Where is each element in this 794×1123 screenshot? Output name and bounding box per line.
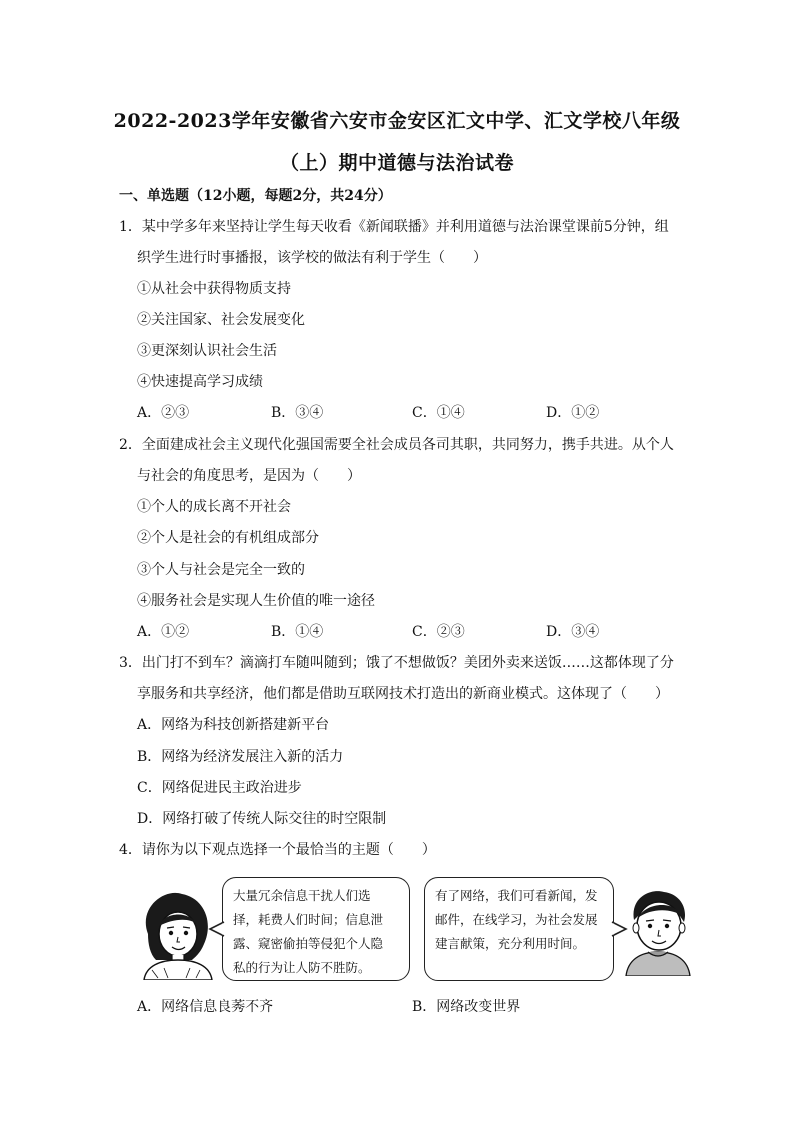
bubble-right-line1: 有了网络，我们可看新闻，发 bbox=[435, 888, 598, 903]
q3-option-a[interactable]: A．网络为科技创新搭建新平台 bbox=[137, 717, 330, 733]
boy-illustration bbox=[620, 886, 696, 976]
speech-bubble-left bbox=[222, 877, 410, 981]
paper-title-line1: 2022-2023学年安徽省六安市金安区汇文中学、汇文学校八年级 bbox=[113, 110, 681, 132]
girl-illustration bbox=[134, 888, 218, 980]
q2-item-1: ①个人的成长离不开社会 bbox=[137, 499, 291, 515]
bubble-left-line2: 择，耗费人们时间；信息泄 bbox=[233, 912, 384, 927]
q2-item-3: ③个人与社会是完全一致的 bbox=[137, 562, 305, 578]
bubble-left-line3: 露、窥密偷拍等侵犯个人隐 bbox=[233, 936, 384, 951]
q1-item-2: ②关注国家、社会发展变化 bbox=[137, 312, 305, 328]
bubble-left-line4: 私的行为让人防不胜防。 bbox=[233, 960, 371, 975]
q3-option-c[interactable]: C．网络促进民主政治进步 bbox=[137, 780, 302, 796]
bubble-right-line3: 建言献策，充分利用时间。 bbox=[435, 936, 586, 951]
q2-item-2: ②个人是社会的有机组成部分 bbox=[137, 530, 319, 546]
speech-bubble-right bbox=[424, 877, 614, 981]
q1-option-c[interactable]: C．①④ bbox=[412, 405, 465, 421]
q1-item-3: ③更深刻认识社会生活 bbox=[137, 343, 277, 359]
q1-option-b[interactable]: B．③④ bbox=[271, 405, 324, 421]
q4-option-a[interactable]: A．网络信息良莠不齐 bbox=[137, 999, 274, 1015]
bubble-right-line2: 邮件，在线学习，为社会发展 bbox=[435, 912, 598, 927]
q1-item-1: ①从社会中获得物质支持 bbox=[137, 281, 291, 297]
q2-option-b[interactable]: B．①④ bbox=[271, 624, 324, 640]
section-heading: 一、单选题（12小题，每题2分，共24分） bbox=[119, 188, 392, 204]
q1-option-d[interactable]: D．①② bbox=[546, 405, 600, 421]
q2-option-a[interactable]: A．①② bbox=[137, 624, 190, 640]
q1-option-a[interactable]: A．②③ bbox=[137, 405, 190, 421]
q2-stem-line1: 2．全面建成社会主义现代化强国需要全社会成员各司其职，共同努力，携手共进。从个人 bbox=[119, 437, 674, 453]
q2-option-d[interactable]: D．③④ bbox=[546, 624, 600, 640]
q3-option-d[interactable]: D．网络打破了传统人际交往的时空限制 bbox=[137, 811, 387, 827]
bubble-left-line1: 大量冗余信息干扰人们选 bbox=[233, 888, 371, 903]
q2-stem-line2: 与社会的角度思考，是因为（ ） bbox=[137, 468, 361, 484]
q4-stem: 4．请你为以下观点选择一个最恰当的主题（ ） bbox=[119, 842, 436, 858]
q3-stem-line2: 享服务和共享经济，他们都是借助互联网技术打造出的新商业模式。这体现了（ ） bbox=[137, 686, 669, 702]
q1-item-4: ④快速提高学习成绩 bbox=[137, 374, 263, 390]
q3-option-b[interactable]: B．网络为经济发展注入新的活力 bbox=[137, 749, 344, 765]
q1-stem-line2: 织学生进行时事播报，该学校的做法有利于学生（ ） bbox=[137, 250, 487, 266]
q2-option-c[interactable]: C．②③ bbox=[412, 624, 465, 640]
q4-option-b[interactable]: B．网络改变世界 bbox=[412, 999, 521, 1015]
q3-stem-line1: 3．出门打不到车？滴滴打车随叫随到；饿了不想做饭？美团外卖来送饭……这都体现了分 bbox=[119, 655, 674, 671]
q1-stem-line1: 1．某中学多年来坚持让学生每天收看《新闻联播》并利用道德与法治课堂课前5分钟，组 bbox=[119, 219, 669, 235]
q2-item-4: ④服务社会是实现人生价值的唯一途径 bbox=[137, 593, 375, 609]
bubble-left-tail bbox=[208, 920, 226, 938]
paper-title-line2: （上）期中道德与法治试卷 bbox=[279, 152, 514, 174]
